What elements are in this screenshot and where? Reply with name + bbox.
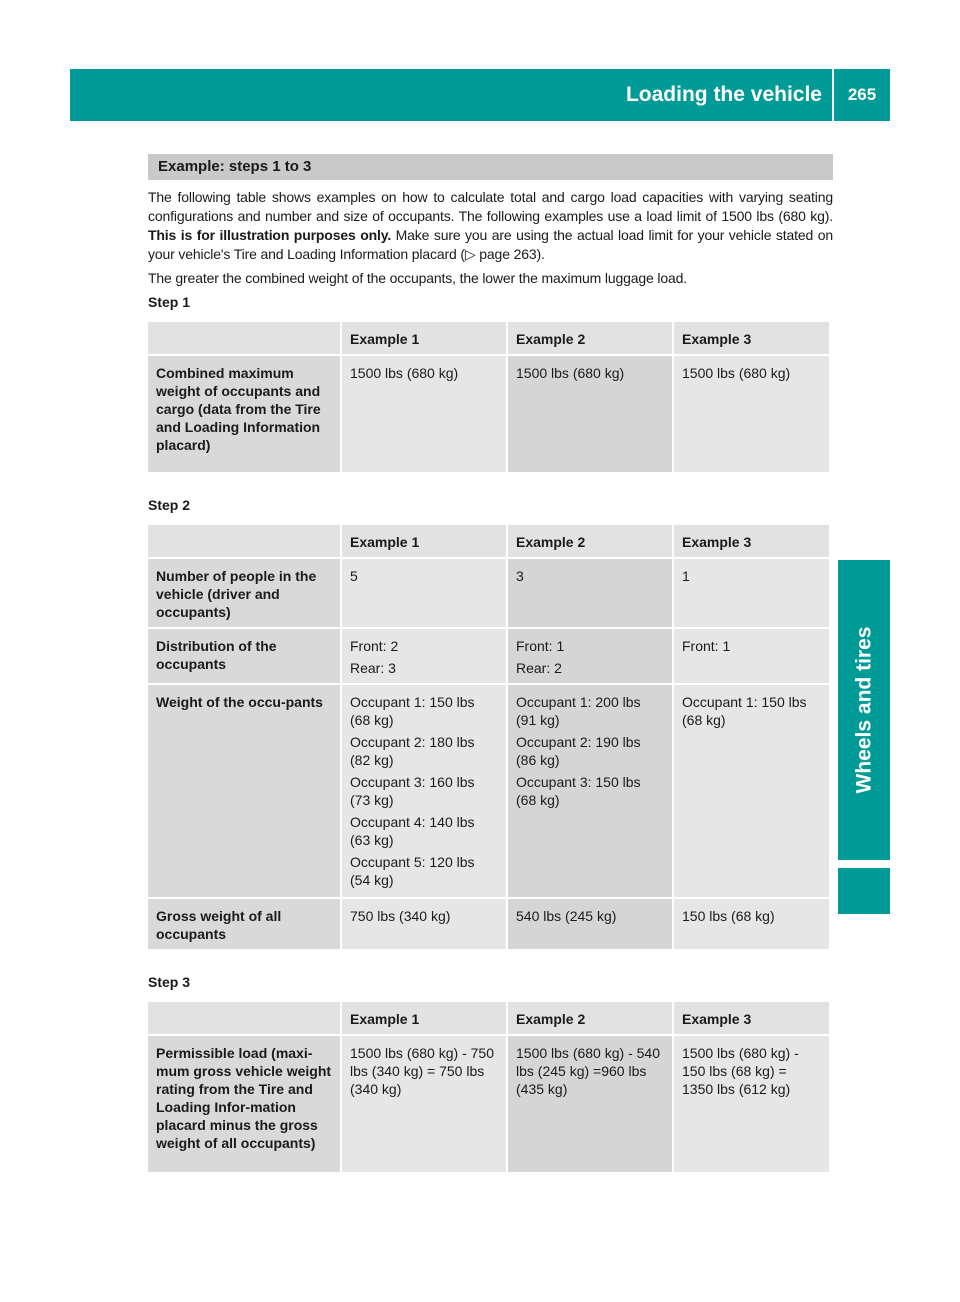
table-row (148, 356, 829, 472)
row-header: Combined maximum weight of occupants and cargo (data from the Tire and Loading Information placard) (148, 356, 340, 472)
xref-arrow-icon: ▷ (464, 246, 476, 262)
cell-line: 540 lbs (245 kg) (516, 908, 617, 924)
header-empty-cell (148, 322, 340, 354)
table-row (148, 629, 829, 683)
column-header: Example 2 (508, 322, 672, 354)
row-header: Gross weight of all occupants (148, 899, 340, 949)
row-header: Permissible load (maxi-mum gross vehicle weight rating from the Tire and Loading Infor-mation placard minus the gross weight of all occupants) (148, 1036, 340, 1172)
cell-line: Occupant 3: 150 lbs (68 kg) (516, 774, 641, 808)
cell-line: Occupant 1: 200 lbs (91 kg) (516, 694, 641, 728)
table-cell (674, 629, 829, 683)
column-header: Example 3 (674, 525, 829, 557)
header-empty-cell (148, 525, 340, 557)
column-header: Example 1 (342, 322, 506, 354)
page-header (70, 69, 890, 121)
cell-line: Front: 1 (516, 638, 565, 654)
column-header: Example 3 (674, 1002, 829, 1034)
cell-line: 5 (350, 568, 358, 584)
section-side-tab (838, 560, 890, 860)
table-row (148, 1036, 829, 1172)
step-3-table (146, 1000, 831, 1174)
cell-line: Occupant 1: 150 lbs (68 kg) (682, 694, 807, 728)
cell-line: 1500 lbs (680 kg) (516, 365, 625, 381)
step-2-label: Step 2 (148, 497, 191, 513)
page-reference-link[interactable]: page 263 (479, 246, 537, 262)
cell-line: Front: 2 (350, 638, 399, 654)
cell-line: 750 lbs (340 kg) (350, 908, 451, 924)
section-heading: Example: steps 1 to 3 (148, 154, 833, 180)
column-header: Example 2 (508, 1002, 672, 1034)
table-cell (342, 1036, 506, 1172)
cell-line: 1500 lbs (680 kg) - 150 lbs (68 kg) = 1350 lbs (612 kg) (682, 1045, 799, 1097)
step-1-table (146, 320, 831, 474)
table-cell (342, 629, 506, 683)
row-header: Distribution of the occupants (148, 629, 340, 683)
column-header: Example 1 (342, 525, 506, 557)
cell-line: 1500 lbs (680 kg) - 540 lbs (245 kg) =960 lbs (435 kg) (516, 1045, 660, 1097)
table-cell (342, 356, 506, 472)
intro-text-2: Make sure you are using the actual load limit for your vehicle stated on your vehicle's Tire and Loading Information placard ( (148, 227, 833, 262)
table-row (148, 559, 829, 627)
table-row (148, 899, 829, 949)
cell-line: 3 (516, 568, 524, 584)
table-header-row (148, 1002, 829, 1034)
cell-line: 1500 lbs (680 kg) (682, 365, 791, 381)
cell-line: Occupant 2: 190 lbs (86 kg) (516, 734, 641, 768)
table-cell (508, 899, 672, 949)
table-cell (508, 685, 672, 897)
cell-line: Occupant 1: 150 lbs (68 kg) (350, 694, 475, 728)
table-cell (508, 559, 672, 627)
table-cell (342, 685, 506, 897)
table-cell (508, 629, 672, 683)
main-content (148, 154, 833, 1174)
step-2-table (146, 523, 831, 951)
table-cell (674, 1036, 829, 1172)
table-cell (674, 899, 829, 949)
cell-line: Occupant 2: 180 lbs (82 kg) (350, 734, 475, 768)
step-3-label: Step 3 (148, 974, 191, 990)
table-header-row (148, 525, 829, 557)
intro-text: The following table shows examples on how to calculate total and cargo load capacities with varying seating configurations and number and size of occupants. The following examples use a load limit of 1500 lbs (680 kg). (148, 189, 833, 224)
cell-line: Rear: 3 (350, 660, 396, 676)
page-number: 265 (847, 85, 877, 104)
side-tab-block (838, 868, 890, 914)
table-cell (674, 356, 829, 472)
table-cell (508, 356, 672, 472)
cell-line: Occupant 5: 120 lbs (54 kg) (350, 854, 475, 888)
side-tab-label: Wheels and tires (852, 626, 876, 794)
intro-emphasis: This is for illustration purposes only. (148, 227, 392, 243)
column-header: Example 2 (508, 525, 672, 557)
chapter-title: Loading the vehicle (625, 83, 822, 106)
table-cell (508, 1036, 672, 1172)
cell-line: 150 lbs (68 kg) (682, 908, 775, 924)
cell-line: 1500 lbs (680 kg) (350, 365, 459, 381)
table-cell (342, 559, 506, 627)
table-header-row (148, 322, 829, 354)
table-row (148, 685, 829, 897)
row-header: Weight of the occu-pants (148, 685, 340, 897)
table-cell (342, 899, 506, 949)
column-header: Example 3 (674, 322, 829, 354)
cell-line: Occupant 3: 160 lbs (73 kg) (350, 774, 475, 808)
note-paragraph: The greater the combined weight of the occupants, the lower the maximum luggage load. (148, 270, 688, 286)
cell-line: Rear: 2 (516, 660, 562, 676)
cell-line: Occupant 4: 140 lbs (63 kg) (350, 814, 475, 848)
table-cell (674, 559, 829, 627)
column-header: Example 1 (342, 1002, 506, 1034)
intro-paragraph (148, 188, 833, 264)
cell-line: 1 (682, 568, 690, 584)
row-header: Number of people in the vehicle (driver and occupants) (148, 559, 340, 627)
cell-line: Front: 1 (682, 638, 731, 654)
intro-end: ). (536, 246, 545, 262)
step-1-label: Step 1 (148, 294, 191, 310)
header-empty-cell (148, 1002, 340, 1034)
table-cell (674, 685, 829, 897)
cell-line: 1500 lbs (680 kg) - 750 lbs (340 kg) = 750 lbs (340 kg) (350, 1045, 494, 1097)
